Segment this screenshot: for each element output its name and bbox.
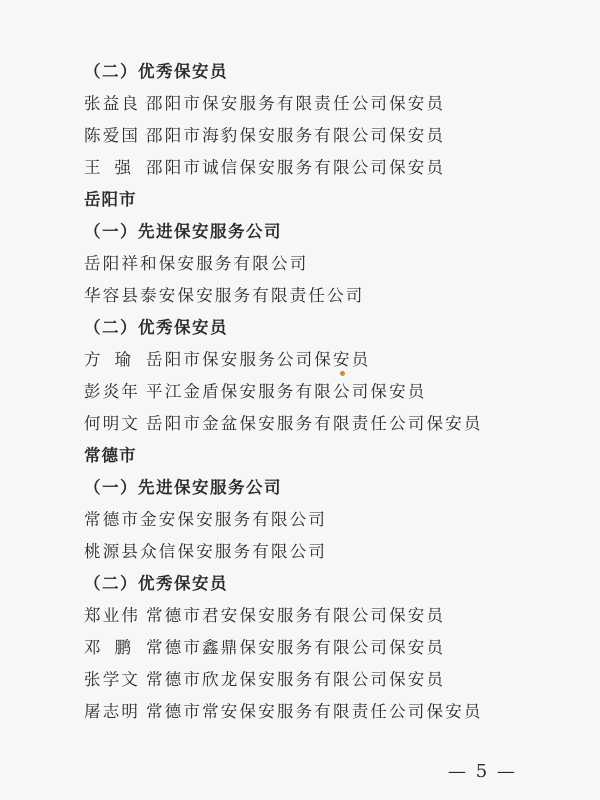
company-row: 华容县泰安保安服务有限责任公司 [84, 286, 365, 305]
company-row: 常德市金安保安服务有限公司 [84, 510, 328, 529]
section-heading: （二）优秀保安员 [84, 62, 228, 81]
awardee-row [84, 350, 370, 370]
awardee-row [84, 414, 483, 434]
awardee-organization: 岳阳市金盆保安服务有限责任公司保安员 [146, 414, 483, 433]
awardee-row [84, 382, 427, 402]
awardee-organization: 常德市鑫鼎保安服务有限公司保安员 [146, 638, 446, 657]
paper-speck [340, 371, 345, 376]
awardee-name: 王强 [84, 158, 145, 177]
awardee-organization: 常德市君安保安服务有限公司保安员 [146, 606, 446, 625]
section-heading: （一）先进保安服务公司 [84, 478, 282, 497]
awardee-name: 邓鹏 [84, 638, 145, 657]
awardee-organization: 平江金盾保安服务有限公司保安员 [146, 382, 427, 401]
awardee-name: 郑业伟 [84, 606, 141, 625]
section-heading: （一）先进保安服务公司 [84, 222, 282, 241]
page-number: — 5 — [448, 761, 517, 782]
awardee-name: 张学文 [84, 670, 141, 689]
awardee-row [84, 702, 483, 722]
awardee-row [84, 94, 445, 114]
awardee-name: 彭炎年 [84, 382, 141, 401]
awardee-name: 方瑜 [84, 350, 145, 369]
awardee-name: 陈爱国 [84, 126, 141, 145]
awardee-organization: 邵阳市海豹保安服务有限公司保安员 [146, 126, 446, 145]
awardee-name: 何明文 [84, 414, 141, 433]
section-heading: （二）优秀保安员 [84, 574, 228, 593]
awardee-organization: 常德市欣龙保安服务有限公司保安员 [146, 670, 446, 689]
section-heading: （二）优秀保安员 [84, 318, 228, 337]
awardee-row [84, 126, 445, 146]
awardee-organization: 常德市常安保安服务有限责任公司保安员 [146, 702, 483, 721]
awardee-name: 屠志明 [84, 702, 141, 721]
company-row: 岳阳祥和保安服务有限公司 [84, 254, 309, 273]
awardee-row [84, 158, 445, 178]
awardee-name: 张益良 [84, 94, 141, 113]
company-row: 桃源县众信保安服务有限公司 [84, 542, 328, 561]
awardee-row [84, 606, 445, 626]
awardee-organization: 岳阳市保安服务公司保安员 [146, 350, 371, 369]
awardee-organization: 邵阳市保安服务有限责任公司保安员 [146, 94, 446, 113]
awardee-row [84, 638, 445, 658]
city-heading: 常德市 [84, 446, 137, 465]
city-heading: 岳阳市 [84, 190, 137, 209]
awardee-organization: 邵阳市诚信保安服务有限公司保安员 [146, 158, 446, 177]
awardee-row [84, 670, 445, 690]
